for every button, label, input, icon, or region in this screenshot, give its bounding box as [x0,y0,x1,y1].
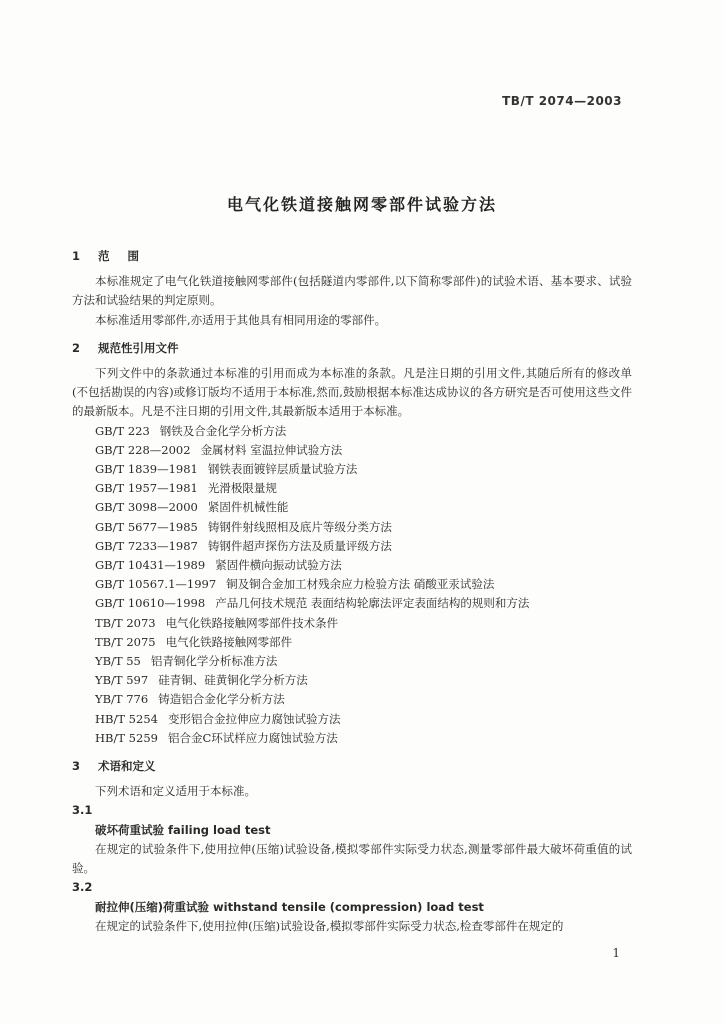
reference-name: 电气化铁路接触网零部件技术条件 [165,615,339,630]
reference-item [72,690,632,709]
term-definition: 在规定的试验条件下,使用拉伸(压缩)试验设备,模拟零部件实际受力状态,测量零部件最大破坏荷重值的试验。 [72,841,632,876]
reference-code: GB/T 10610—1998 [95,596,206,611]
reference-name: 金属材料 室温拉伸试验方法 [200,442,343,457]
reference-name: 产品几何技术规范 表面结构轮廓法评定表面结构的规则和方法 [215,596,530,611]
reference-code: YB/T 55 [95,654,141,669]
term-definition: 在规定的试验条件下,使用拉伸(压缩)试验设备,模拟零部件实际受力状态,检查零部件在规定的 [95,918,564,933]
reference-name: 紧固件横向振动试验方法 [215,558,342,573]
reference-name: 硅青铜、硅黄铜化学分析方法 [158,673,308,688]
reference-item [72,652,632,671]
section-title: 术语和定义 [98,759,156,774]
reference-item [72,633,632,652]
section-3-heading [72,757,632,776]
reference-code: YB/T 776 [95,692,149,707]
reference-code: GB/T 223 [95,423,150,438]
reference-item [72,479,632,498]
clause-number: 3.2 [72,880,93,895]
paragraph: 本标准规定了电气化铁道接触网零部件(包括隧道内零部件,以下简称零部件)的试验术语、基本要求、试验方法和试验结果的判定原则。 [72,274,632,308]
reference-name: 钢铁及合金化学分析方法 [159,423,287,438]
paragraph: 下列术语和定义适用于本标准。 [95,784,256,799]
page-number: 1 [612,946,620,960]
section-title: 范围 [98,249,158,263]
paragraph: 下列文件中的条款通过本标准的引用而成为本标准的条款。凡是注日期的引用文件,其随后所有的修改单(不包括勘误的内容)或修订版均不适用于本标准,然而,鼓励根据本标准达成协议的各方研究是否可使用这些文件的最新版本。凡是不注日期的引用文件,其最新版本适用于本标准。 [72,366,632,419]
section-title: 规范性引用文件 [98,340,179,355]
section-2-heading [72,339,632,358]
paragraph: 本标准适用零部件,亦适用于其他具有相同用途的零部件。 [95,312,387,327]
reference-code: GB/T 7233—1987 [95,538,198,553]
reference-name: 变形铝合金拉伸应力腐蚀试验方法 [167,711,341,726]
reference-code: HB/T 5254 [95,711,158,726]
reference-code: GB/T 10431—1989 [95,558,206,573]
reference-name: 铜及铜合金加工材残余应力检验方法 硝酸亚汞试验法 [226,577,495,592]
clause-number: 3.1 [72,803,93,818]
reference-code: GB/T 5677—1985 [95,519,198,534]
reference-name: 钢铁表面镀锌层质量试验方法 [207,462,358,477]
reference-name: 紧固件机械性能 [207,500,289,515]
reference-name: 铝合金C环试样应力腐蚀试验方法 [167,730,338,745]
term-heading: 破坏荷重试验 failing load test [95,822,271,837]
section-number: 1 [72,249,81,263]
reference-name: 光滑极限量规 [207,481,277,496]
section-number: 3 [72,759,81,774]
reference-item [72,575,632,594]
reference-item [72,729,632,748]
document-title: 电气化铁道接触网零部件试验方法 [226,195,497,214]
reference-name: 电气化铁路接触网零部件 [165,634,293,649]
reference-code: YB/T 597 [95,673,149,688]
reference-code: TB/T 2075 [95,634,156,649]
reference-code: TB/T 2073 [95,615,156,630]
reference-code: GB/T 228—2002 [95,442,191,457]
reference-item [72,710,632,729]
reference-name: 铸钢件超声探伤方法及质量评级方法 [207,538,392,553]
reference-item [72,614,632,633]
reference-name: 铝青铜化学分析标准方法 [150,654,278,669]
reference-name: 铸造铝合金化学分析方法 [158,692,285,707]
term-heading: 耐拉伸(压缩)荷重试验 withstand tensile (compression) load test [95,899,484,914]
reference-item [72,556,632,575]
reference-item [72,518,632,537]
reference-code: GB/T 1839—1981 [95,462,198,477]
reference-item [72,441,632,460]
standard-code: TB/T 2074—2003 [502,94,622,108]
reference-item [72,671,632,690]
reference-code: GB/T 3098—2000 [95,500,198,515]
reference-item [72,498,632,517]
reference-item [72,460,632,479]
reference-item [72,422,632,441]
reference-code: GB/T 10567.1—1997 [95,577,217,592]
section-number: 2 [72,340,81,355]
reference-item [72,594,632,613]
reference-item [72,537,632,556]
reference-code: HB/T 5259 [95,730,158,745]
document-body [72,244,632,936]
section-1-heading [72,247,632,266]
reference-code: GB/T 1957—1981 [95,481,198,496]
reference-name: 铸钢件射线照相及底片等级分类方法 [207,519,392,534]
